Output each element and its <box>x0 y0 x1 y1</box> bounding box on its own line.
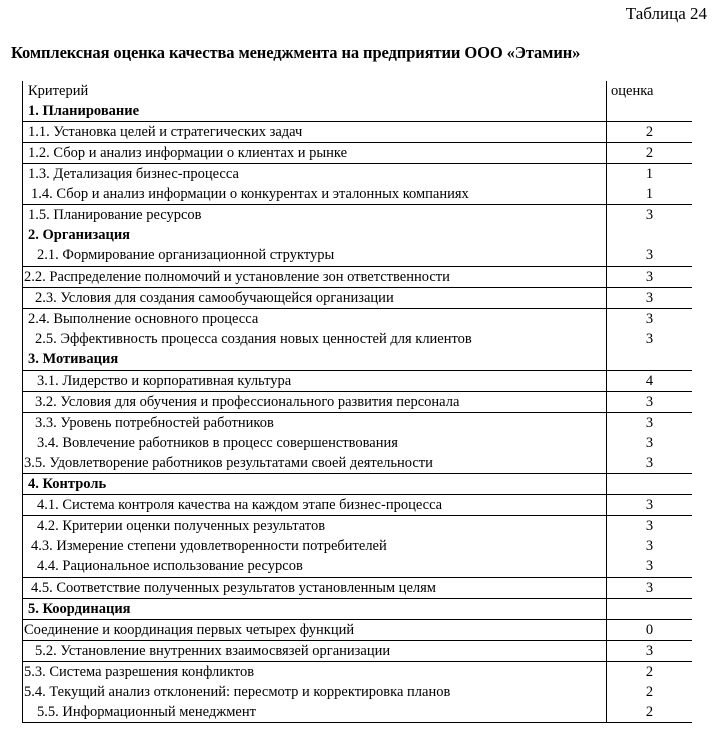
row-criterion: 3.4. Вовлечение работников в процесс совершенствования <box>37 435 398 451</box>
table-row <box>23 620 692 640</box>
row-group <box>22 309 692 371</box>
row-criterion: 4. Контроль <box>28 476 107 492</box>
table-row <box>23 392 692 412</box>
row-criterion: 3.5. Удовлетворение работников результатами своей деятельности <box>24 455 433 471</box>
row-criterion: 1.1. Установка целей и стратегических задач <box>28 124 303 140</box>
row-criterion: 5.4. Текущий анализ отклонений: пересмотр и корректировка планов <box>24 684 451 700</box>
table-row <box>23 164 692 184</box>
row-score: 3 <box>645 311 654 327</box>
row-criterion: 3.2. Условия для обучения и профессионального развития персонала <box>35 394 460 410</box>
row-score: 3 <box>645 435 654 451</box>
row-group <box>22 474 692 495</box>
row-criterion: 4.2. Критерии оценки полученных результатов <box>37 518 326 534</box>
table-row <box>23 309 692 329</box>
table-row <box>23 143 692 163</box>
row-criterion: 5.3. Система разрешения конфликтов <box>24 664 255 680</box>
section-row <box>23 225 692 245</box>
row-score: 3 <box>645 290 654 306</box>
row-criterion: 1.4. Сбор и анализ информации о конкурентах и эталонных компаниях <box>31 186 469 202</box>
row-criterion: 4.5. Соответствие полученных результатов установленным целям <box>31 580 436 596</box>
row-criterion: 1.3. Детализация бизнес-процесса <box>28 166 239 182</box>
row-score: 4 <box>645 373 654 389</box>
row-score: 2 <box>645 145 654 161</box>
row-criterion: 2.4. Выполнение основного процесса <box>28 311 259 327</box>
row-score: 3 <box>645 207 654 223</box>
row-group <box>22 143 692 164</box>
row-group <box>22 662 692 723</box>
row-score: 3 <box>645 643 654 659</box>
section-row <box>23 474 692 494</box>
header-score: оценка <box>611 83 654 99</box>
row-criterion: 2.2. Распределение полномочий и установление зон ответственности <box>24 269 450 285</box>
row-group <box>22 620 692 641</box>
row-criterion: 4.3. Измерение степени удовлетворенности потребителей <box>31 538 387 554</box>
table-row <box>23 205 692 225</box>
table-row <box>23 267 692 287</box>
row-group <box>22 164 692 205</box>
row-score: 2 <box>645 664 654 680</box>
row-group <box>22 495 692 516</box>
assessment-table <box>22 81 692 723</box>
header-row <box>23 81 692 101</box>
row-group <box>22 516 692 578</box>
table-row <box>23 288 692 308</box>
row-score: 0 <box>645 622 654 638</box>
row-criterion: 3.3. Уровень потребностей работников <box>35 415 274 431</box>
row-group <box>22 641 692 662</box>
row-group <box>22 267 692 288</box>
row-group <box>22 413 692 474</box>
table-row <box>23 329 692 349</box>
row-group <box>22 599 692 620</box>
table-row <box>23 682 692 702</box>
row-criterion: 5. Координация <box>28 601 131 617</box>
row-criterion: 5.5. Информационный менеджмент <box>37 704 256 720</box>
row-criterion: 2.1. Формирование организационной структуры <box>37 247 335 263</box>
row-score: 3 <box>645 580 654 596</box>
table-row <box>23 122 692 142</box>
row-criterion: 4.4. Рациональное использование ресурсов <box>37 558 303 574</box>
row-score: 3 <box>645 331 654 347</box>
row-score: 3 <box>645 415 654 431</box>
row-score: 3 <box>645 455 654 471</box>
table-title: Комплексная оценка качества менеджмента на предприятии ООО «Этамин» <box>11 43 581 62</box>
table-row <box>23 245 692 266</box>
table-row <box>23 413 692 433</box>
row-group <box>22 578 692 599</box>
row-group <box>22 371 692 392</box>
row-criterion: Соединение и координация первых четырех функций <box>24 622 355 638</box>
table-row <box>23 371 692 391</box>
table-row <box>23 516 692 536</box>
section-row <box>23 599 692 619</box>
row-group <box>22 205 692 267</box>
row-score: 3 <box>645 394 654 410</box>
row-criterion: 5.2. Установление внутренних взаимосвязей организации <box>35 643 391 659</box>
header-criterion: Критерий <box>28 83 89 99</box>
row-score: 3 <box>645 497 654 513</box>
row-score: 3 <box>645 247 654 263</box>
row-criterion: 2. Организация <box>28 227 131 243</box>
row-criterion: 2.3. Условия для создания самообучающейся организации <box>35 290 394 306</box>
table-row <box>23 536 692 556</box>
row-score: 3 <box>645 269 654 285</box>
row-score: 2 <box>645 704 654 720</box>
row-criterion: 1. Планирование <box>28 103 140 119</box>
section-row <box>23 349 692 370</box>
table-row <box>23 641 692 661</box>
row-criterion: 1.5. Планирование ресурсов <box>28 207 202 223</box>
row-criterion: 3. Мотивация <box>28 351 119 367</box>
row-group <box>22 288 692 309</box>
row-score: 3 <box>645 538 654 554</box>
table-row <box>23 433 692 453</box>
row-score: 3 <box>645 558 654 574</box>
row-group <box>22 122 692 143</box>
row-score: 3 <box>645 518 654 534</box>
table-row <box>23 662 692 682</box>
row-score: 2 <box>645 684 654 700</box>
row-group <box>22 392 692 413</box>
row-score: 1 <box>645 186 654 202</box>
table-row <box>23 556 692 577</box>
row-group <box>22 81 692 122</box>
row-criterion: 4.1. Система контроля качества на каждом этапе бизнес-процесса <box>37 497 443 513</box>
section-row <box>23 101 692 121</box>
table-row <box>23 578 692 598</box>
table-row <box>23 702 692 722</box>
row-score: 1 <box>645 166 654 182</box>
row-criterion: 1.2. Сбор и анализ информации о клиентах и рынке <box>28 145 348 161</box>
table-row <box>23 495 692 515</box>
row-criterion: 2.5. Эффективность процесса создания новых ценностей для клиентов <box>35 331 472 347</box>
table-row <box>23 453 692 473</box>
row-criterion: 3.1. Лидерство и корпоративная культура <box>37 373 292 389</box>
table-number: Таблица 24 <box>625 4 707 23</box>
row-score: 2 <box>645 124 654 140</box>
table-row <box>23 184 692 204</box>
